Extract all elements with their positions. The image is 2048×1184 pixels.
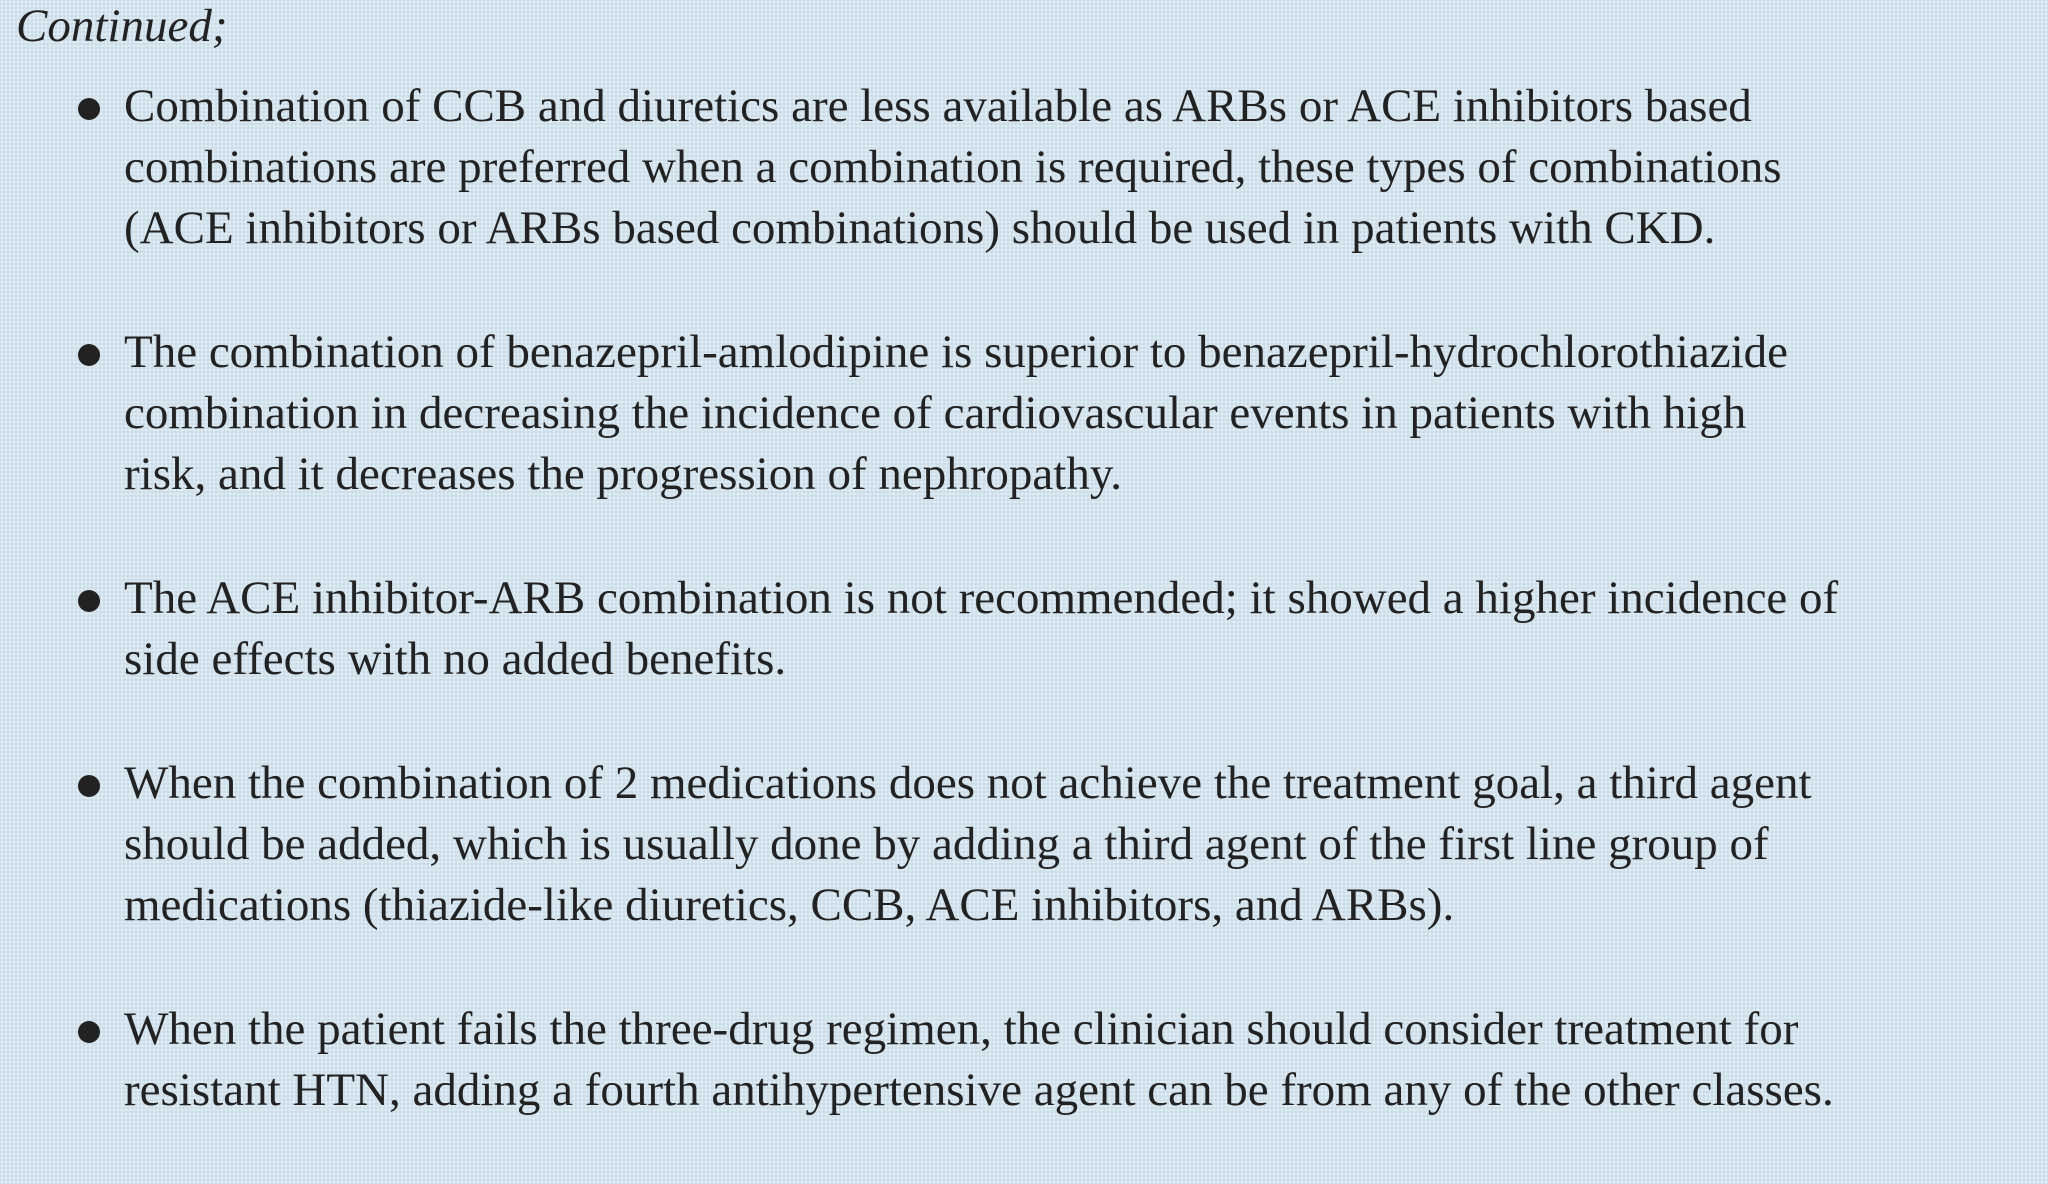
bullet-line: (ACE inhibitors or ARBs based combinations) should be used in patients with CKD. (124, 202, 1716, 254)
bullet-dot-icon (78, 775, 100, 797)
slide-heading: Continued; (16, 0, 228, 52)
bullet-line: combinations are preferred when a combination is required, these types of combinations (124, 141, 1782, 193)
bullet-line: When the patient fails the three-drug regimen, the clinician should consider treatment for (124, 1003, 1799, 1055)
bullet-dot-icon (78, 344, 100, 366)
bullet-list (0, 76, 2048, 1184)
bullet-line: risk, and it decreases the progression of nephropathy. (124, 448, 1123, 500)
bullet-item (0, 76, 2048, 259)
bullet-item (0, 999, 2048, 1121)
bullet-dot-icon (78, 590, 100, 612)
bullet-dot-icon (78, 1021, 100, 1043)
bullet-dot-icon (78, 98, 100, 120)
bullet-line: The ACE inhibitor-ARB combination is not recommended; it showed a higher incidence of (124, 572, 1839, 624)
bullet-line: Combination of CCB and diuretics are less available as ARBs or ACE inhibitors based (124, 80, 1752, 132)
bullet-item (0, 322, 2048, 505)
bullet-item (0, 568, 2048, 690)
bullet-line: When the combination of 2 medications does not achieve the treatment goal, a third agent (124, 757, 1812, 809)
bullet-line: The combination of benazepril-amlodipine is superior to benazepril-hydrochlorothiazide (124, 326, 1789, 378)
bullet-item (0, 753, 2048, 936)
bullet-line: side effects with no added benefits. (124, 633, 787, 685)
bullet-line: should be added, which is usually done by adding a third agent of the first line group of (124, 818, 1769, 870)
bullet-line: medications (thiazide-like diuretics, CCB, ACE inhibitors, and ARBs). (124, 879, 1455, 931)
bullet-line: combination in decreasing the incidence of cardiovascular events in patients with high (124, 387, 1747, 439)
bullet-line: resistant HTN, adding a fourth antihypertensive agent can be from any of the other classes. (124, 1064, 1834, 1116)
